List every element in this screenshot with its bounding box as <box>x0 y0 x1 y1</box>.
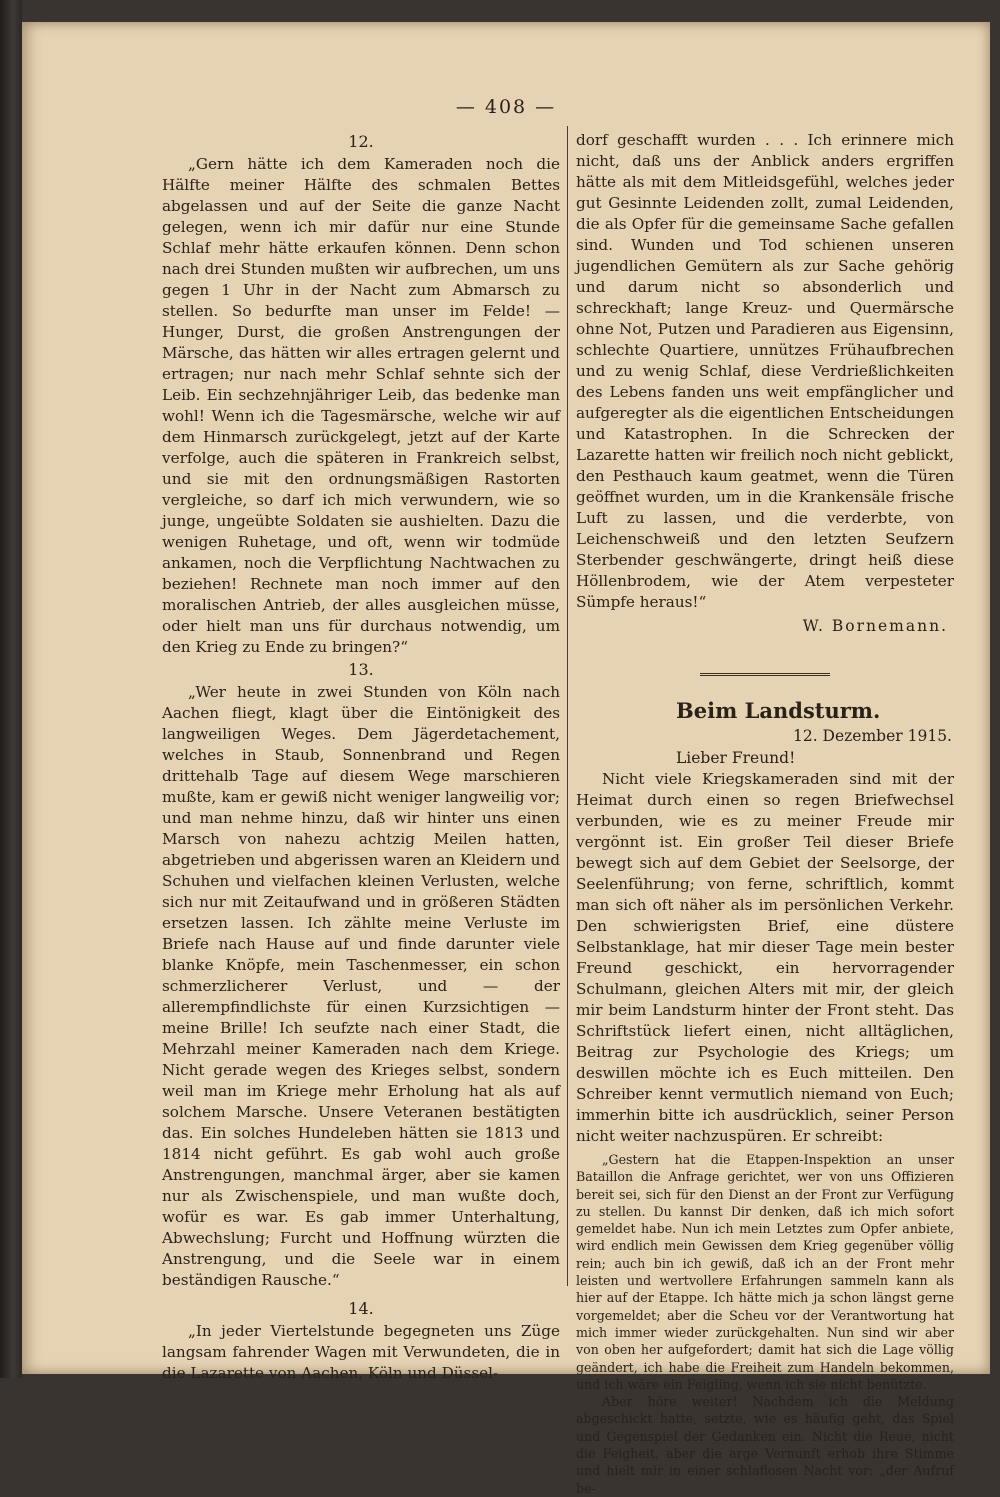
article-body: Nicht viele Kriegskameraden sind mit der Heimat durch einen so regen Briefwechsel verbunden, wie es zu meiner Freude mir vergönnt ist. Ein großer Teil dieser Briefe bewegt sich auf dem Gebiet der Seelsorge, der Seelenführung; von ferne, schriftlich, kommt man sich oft näher als im persönlichen Verkehr. Den schwierigsten Brief, eine düstere Selbstanklage, hat mir dieser Tage mein bester Freund geschickt, ein hervorragender Schulmann, gleichen Alters mit mir, der gleich mir beim Landsturm hinter der Front steht. Das Schriftstück liefert einen, nicht alltäglichen, Beitrag zur Psychologie des Kriegs; um deswillen möchte ich es Euch mitteilen. Den Schreiber kennt vermutlich niemand von Euch; immerhin bitte ich ausdrücklich, seiner Person nicht weiter nachzuspüren. Er schreibt: <box>576 770 954 1145</box>
section-number-14: 14. <box>348 1299 374 1318</box>
book-binding <box>0 0 22 1378</box>
continuation-text: dorf geschafft wurden . . . Ich erinnere mich nicht, daß uns der Anblick anders ergriffen hätte als mit dem Mitleidsgefühl, welches jeder gut Gesinnte Leidenden zollt, zumal Leidenden, die als Opfer für die gemeinsame Sache gefallen sind. Wunden und Tod schienen unseren jugendlichen Gemütern als zur Sache gehörig und darum nicht so absonderlich und schreckhaft; lange Kreuz- und Quermärsche ohne Not, Putzen und Paradieren aus Eigensinn, schlechte Quartiere, unnützes Frühaufbrechen und zu wenig Schlaf, diese Verdrießlichkeiten des Lebens fanden uns weit empfänglicher und aufgeregter als die eigentlichen Entscheidungen und Katastrophen. In die Schrecken der Lazarette hatten wir freilich noch nicht geblickt, den Pesthauch kaum geatmet, wenn die Türen geöffnet wurden, um in die Krankensäle frische Luft zu lassen, und die verderbte, von Leichenschweiß und den letzten Seufzern Sterbender geschwängerte, dringt heiß diese Höllenbrodem, wie der Atem verpesteter Sümpfe heraus!“ <box>576 131 954 611</box>
page-number: — 408 — <box>455 96 557 118</box>
letter-quote-2: Aber höre weiter! Nachdem ich die Meldung abgeschickt hatte, setzte, wie es häufig geht, das Spiel und Gegenspiel der Gedanken ein. Nicht die Reue, nicht die Feigheit, aber die arge Vernunft erhob ihre Stimme und hielt mir in einer schlaflosen Nacht vor: „der Aufruf be- <box>576 1394 954 1496</box>
section-14-text: „In jeder Viertelstunde begegneten uns Züge langsam fahrender Wagen mit Verwundeten, die in die Lazarette von Aachen, Köln und Düssel- <box>162 1322 560 1382</box>
author-signature: W. Bornemann. <box>802 617 948 635</box>
section-12-text: „Gern hätte ich dem Kameraden noch die Hälfte meiner Hälfte des schmalen Bettes abgelassen und auf der Seite die ganze Nacht gelegen, wenn ich mir dafür nur eine Stunde Schlaf mehr hätte erkaufen können. Denn schon nach drei Stunden mußten wir aufbrechen, um uns gegen 1 Uhr in der Nacht zum Abmarsch zu stellen. So bedurfte man unser im Felde! — Hunger, Durst, die großen Anstrengungen der Märsche, das hätten wir alles ertragen gelernt und ertragen; nur nach mehr Schlaf sehnte sich der Leib. Ein sechzehnjähriger Leib, das bedenke man wohl! Wenn ich die Tagesmärsche, welche wir auf dem Hinmarsch zurückgelegt, jetzt auf der Karte verfolge, auch die späteren in Frankreich selbst, und sie mit den ordnungsmäßigen Rastorten vergleiche, so darf ich mich verwundern, wie so junge, ungeübte Soldaten sie aushielten. Dazu die wenigen Ruhetage, und oft, wenn wir todmüde ankamen, noch die Verpflichtung Nachtwachen zu beziehen! Rechnete man noch immer auf den moralischen Antrieb, der alles ausgleichen müsse, oder hielt man uns für durchaus notwendig, um den Krieg zu Ende zu bringen?“ <box>162 155 560 656</box>
section-separator <box>700 673 830 676</box>
right-column <box>576 130 954 1497</box>
letter-quote-1: „Gestern hat die Etappen-Inspektion an unser Bataillon die Anfrage gerichtet, wer von uns Offizieren bereit sei, sich für den Dienst an der Front zur Verfügung zu stellen. Du kannst Dir denken, daß ich mich sofort gemeldet habe. Nun ich mein Letztes zum Opfer anbiete, wird endlich mein Gewissen dem Krieg gegenüber völlig rein; auch bin ich gewiß, daß ich an der Front mehr leisten und wertvollere Erfahrungen sammeln kann als hier auf der Etappe. Ich hätte mich ja schon längst gerne vorgemeldet; aber die Scheu vor der Verantwortung hat mich immer wieder zurückgehalten. Nun sind wir aber von oben her aufgefordert; damit hat sich die Lage völlig geändert, ich habe die Freiheit zum Handeln bekommen, und ich wäre ein Feigling, wenn ich sie nicht benützte. <box>576 1152 954 1392</box>
letter-salutation: Lieber Freund! <box>676 749 796 767</box>
book-page <box>22 22 990 1496</box>
column-divider <box>567 126 568 1286</box>
left-column <box>162 130 560 1384</box>
section-number-12: 12. <box>348 132 374 151</box>
section-number-13: 13. <box>348 660 374 679</box>
article-title: Beim Landsturm. <box>676 698 881 723</box>
article-date: 12. Dezember 1915. <box>792 727 952 745</box>
section-13-text: „Wer heute in zwei Stunden von Köln nach Aachen fliegt, klagt über die Eintönigkeit des langweiligen Weges. Dem Jägerdetachement, welches in Staub, Sonnenbrand und Regen drittehalb Tage auf diesem Wege marschieren mußte, kam er gewiß nicht weniger langweilig vor; und man nehme hinzu, daß wir hinter uns einen Marsch von nahezu achtzig Meilen hatten, abgetrieben und abgerissen waren an Kleidern und Schuhen und vielfachen kleinen Verlusten, welche sich nur mit Zeitaufwand und in größeren Städten ersetzen lassen. Ich zählte meine Verluste im Briefe nach Hause auf und finde darunter viele blanke Knöpfe, mein Taschenmesser, ein schon schmerzlicherer Verlust, und — der allerempfindlichste für einen Kurzsichtigen — meine Brille! Ich seufzte nach einer Stadt, die Mehrzahl meiner Kameraden nach dem Kriege. Nicht gerade wegen des Krieges selbst, sondern weil man im Kriege mehr Erholung hat als auf solchem Marsche. Unsere Veteranen bestätigten das. Ein solches Hundeleben hätten sie 1813 und 1814 nicht geführt. Es gab wohl auch große Anstrengungen, manchmal ärger, aber sie kamen nur als Zwischenspiele, und man wußte doch, wofür es war. Es gab immer Unterhaltung, Abwechslung; Furcht und Hoffnung würzten die Anstrengung, und die Seele war in einem beständigen Rausche.“ <box>162 683 560 1289</box>
